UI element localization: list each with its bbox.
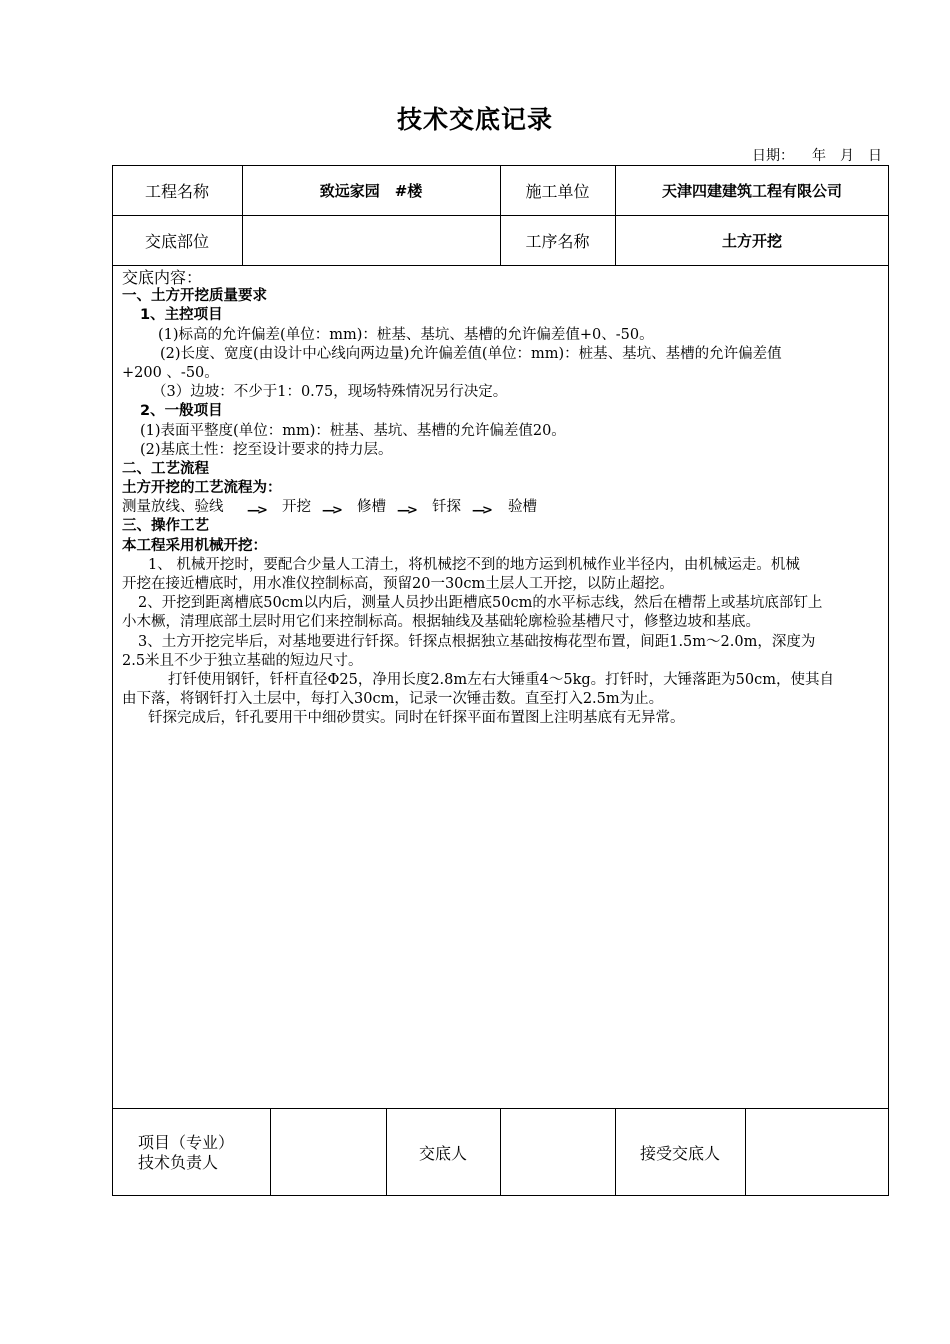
date-label: 日期： — [752, 148, 794, 164]
arrow-right-icon: —> — [472, 503, 490, 519]
receiver-label: 接受交底人 — [639, 1143, 720, 1163]
content-heading: 二、工艺流程 — [122, 461, 209, 478]
flow-step: 修槽 — [357, 499, 386, 516]
arrow-right-icon: —> — [247, 503, 265, 519]
content-line: (1)标高的允许偏差(单位：mm)：桩基、基坑、基槽的允许偏差值+0、-50。 — [158, 326, 654, 343]
flow-step: 验槽 — [508, 499, 537, 516]
tech-lead-label-line1: 项目（专业） — [138, 1133, 235, 1152]
content-heading: 本工程采用机械开挖： — [122, 537, 267, 554]
date-year: 年 — [812, 148, 826, 164]
document-title: 技术交底记录 — [396, 105, 553, 134]
flow-step: 钎探 — [432, 499, 461, 516]
content-line: (2)基底土性：挖至设计要求的持力层。 — [140, 441, 393, 458]
date-day: 日 — [868, 148, 882, 164]
content-heading: 土方开挖的工艺流程为： — [122, 480, 282, 497]
process-name-value: 土方开挖 — [721, 231, 782, 250]
date-month: 月 — [840, 148, 854, 164]
arrow-right-icon: —> — [322, 503, 340, 519]
construction-unit-value: 天津四建建筑工程有限公司 — [661, 181, 842, 200]
content-line: 2.5米且不少于独立基础的短边尺寸。 — [122, 652, 363, 669]
content-line: 钎探完成后，钎孔要用干中细砂贯实。同时在钎探平面布置图上注明基底有无异常。 — [148, 710, 685, 727]
content-line: +200 、-50。 — [122, 365, 219, 382]
construction-unit-label: 施工单位 — [525, 181, 590, 201]
content-line: 2、开挖到距离槽底50cm以内后，测量人员抄出距槽底50cm的水平标志线，然后在槽帮上或基坑底部钉上 — [138, 595, 823, 612]
content-line: 3、土方开挖完毕后，对基地要进行钎探。钎探点根据独立基础按梅花型布置，间距1.5m～2.0m，深度为 — [138, 633, 816, 650]
content-line: 打钎使用钢钎，钎杆直径Φ25，净用长度2.8m左右大锤重4～5kg。打钎时，大锤落距为50cm，使其自 — [168, 672, 834, 689]
content-line: (1)表面平整度(单位：mm)：桩基、基坑、基槽的允许偏差值20。 — [140, 422, 566, 439]
tech-lead-label-line2: 技术负责人 — [138, 1153, 219, 1172]
content-line: 由下落，将钢钎打入土层中，每打入30cm，记录一次锤击数。直至打入2.5m为止。 — [122, 691, 664, 708]
content-section-operation — [122, 517, 882, 728]
content-line: （3）边坡：不少于1：0.75，现场特殊情况另行决定。 — [152, 384, 508, 401]
content-intro: 交底内容： — [122, 268, 203, 287]
project-name-label: 工程名称 — [144, 181, 209, 201]
tech-lead-label — [138, 1133, 234, 1173]
disclosure-part-label: 交底部位 — [144, 231, 209, 251]
content-heading: 三、操作工艺 — [122, 518, 209, 535]
arrow-right-icon: —> — [397, 503, 415, 519]
content-line: 1、 机械开挖时，要配合少量人工清土，将机械挖不到的地方运到机械作业半径内，由机械运走。机械 — [148, 556, 800, 573]
content-line: 小木橛，清理底部土层时用它们来控制标高。根据轴线及基础轮廓检验基槽尺寸，修整边坡和基底。 — [122, 614, 760, 631]
content-heading: 一、土方开挖质量要求 — [122, 288, 267, 305]
disclosure-content — [122, 268, 882, 729]
content-section-quality — [122, 287, 882, 498]
tech-lead-signature-field[interactable] — [270, 1108, 386, 1196]
receiver-signature-field[interactable] — [745, 1108, 889, 1196]
process-name-label: 工序名称 — [525, 231, 590, 251]
content-line: (2)长度、宽度(由设计中心线向两边量)允许偏差值(单位：mm)：桩基、基坑、基槽的允许偏差值 — [160, 345, 782, 362]
row-divider — [112, 265, 889, 266]
disclosure-part-value[interactable] — [242, 215, 500, 265]
discloser-signature-field[interactable] — [500, 1108, 615, 1196]
process-flow — [122, 498, 882, 517]
content-heading: 1、主控项目 — [140, 307, 223, 324]
date-line — [738, 145, 882, 165]
flow-step: 测量放线、验线 — [122, 499, 224, 516]
content-heading: 2、一般项目 — [140, 403, 223, 420]
flow-step: 开挖 — [282, 499, 311, 516]
discloser-label: 交底人 — [418, 1143, 467, 1163]
project-name-value: 致远家园 #楼 — [319, 181, 423, 200]
content-line: 开挖在接近槽底时，用水准仪控制标高，预留20一30cm土层人工开挖，以防止超挖。 — [122, 576, 674, 593]
